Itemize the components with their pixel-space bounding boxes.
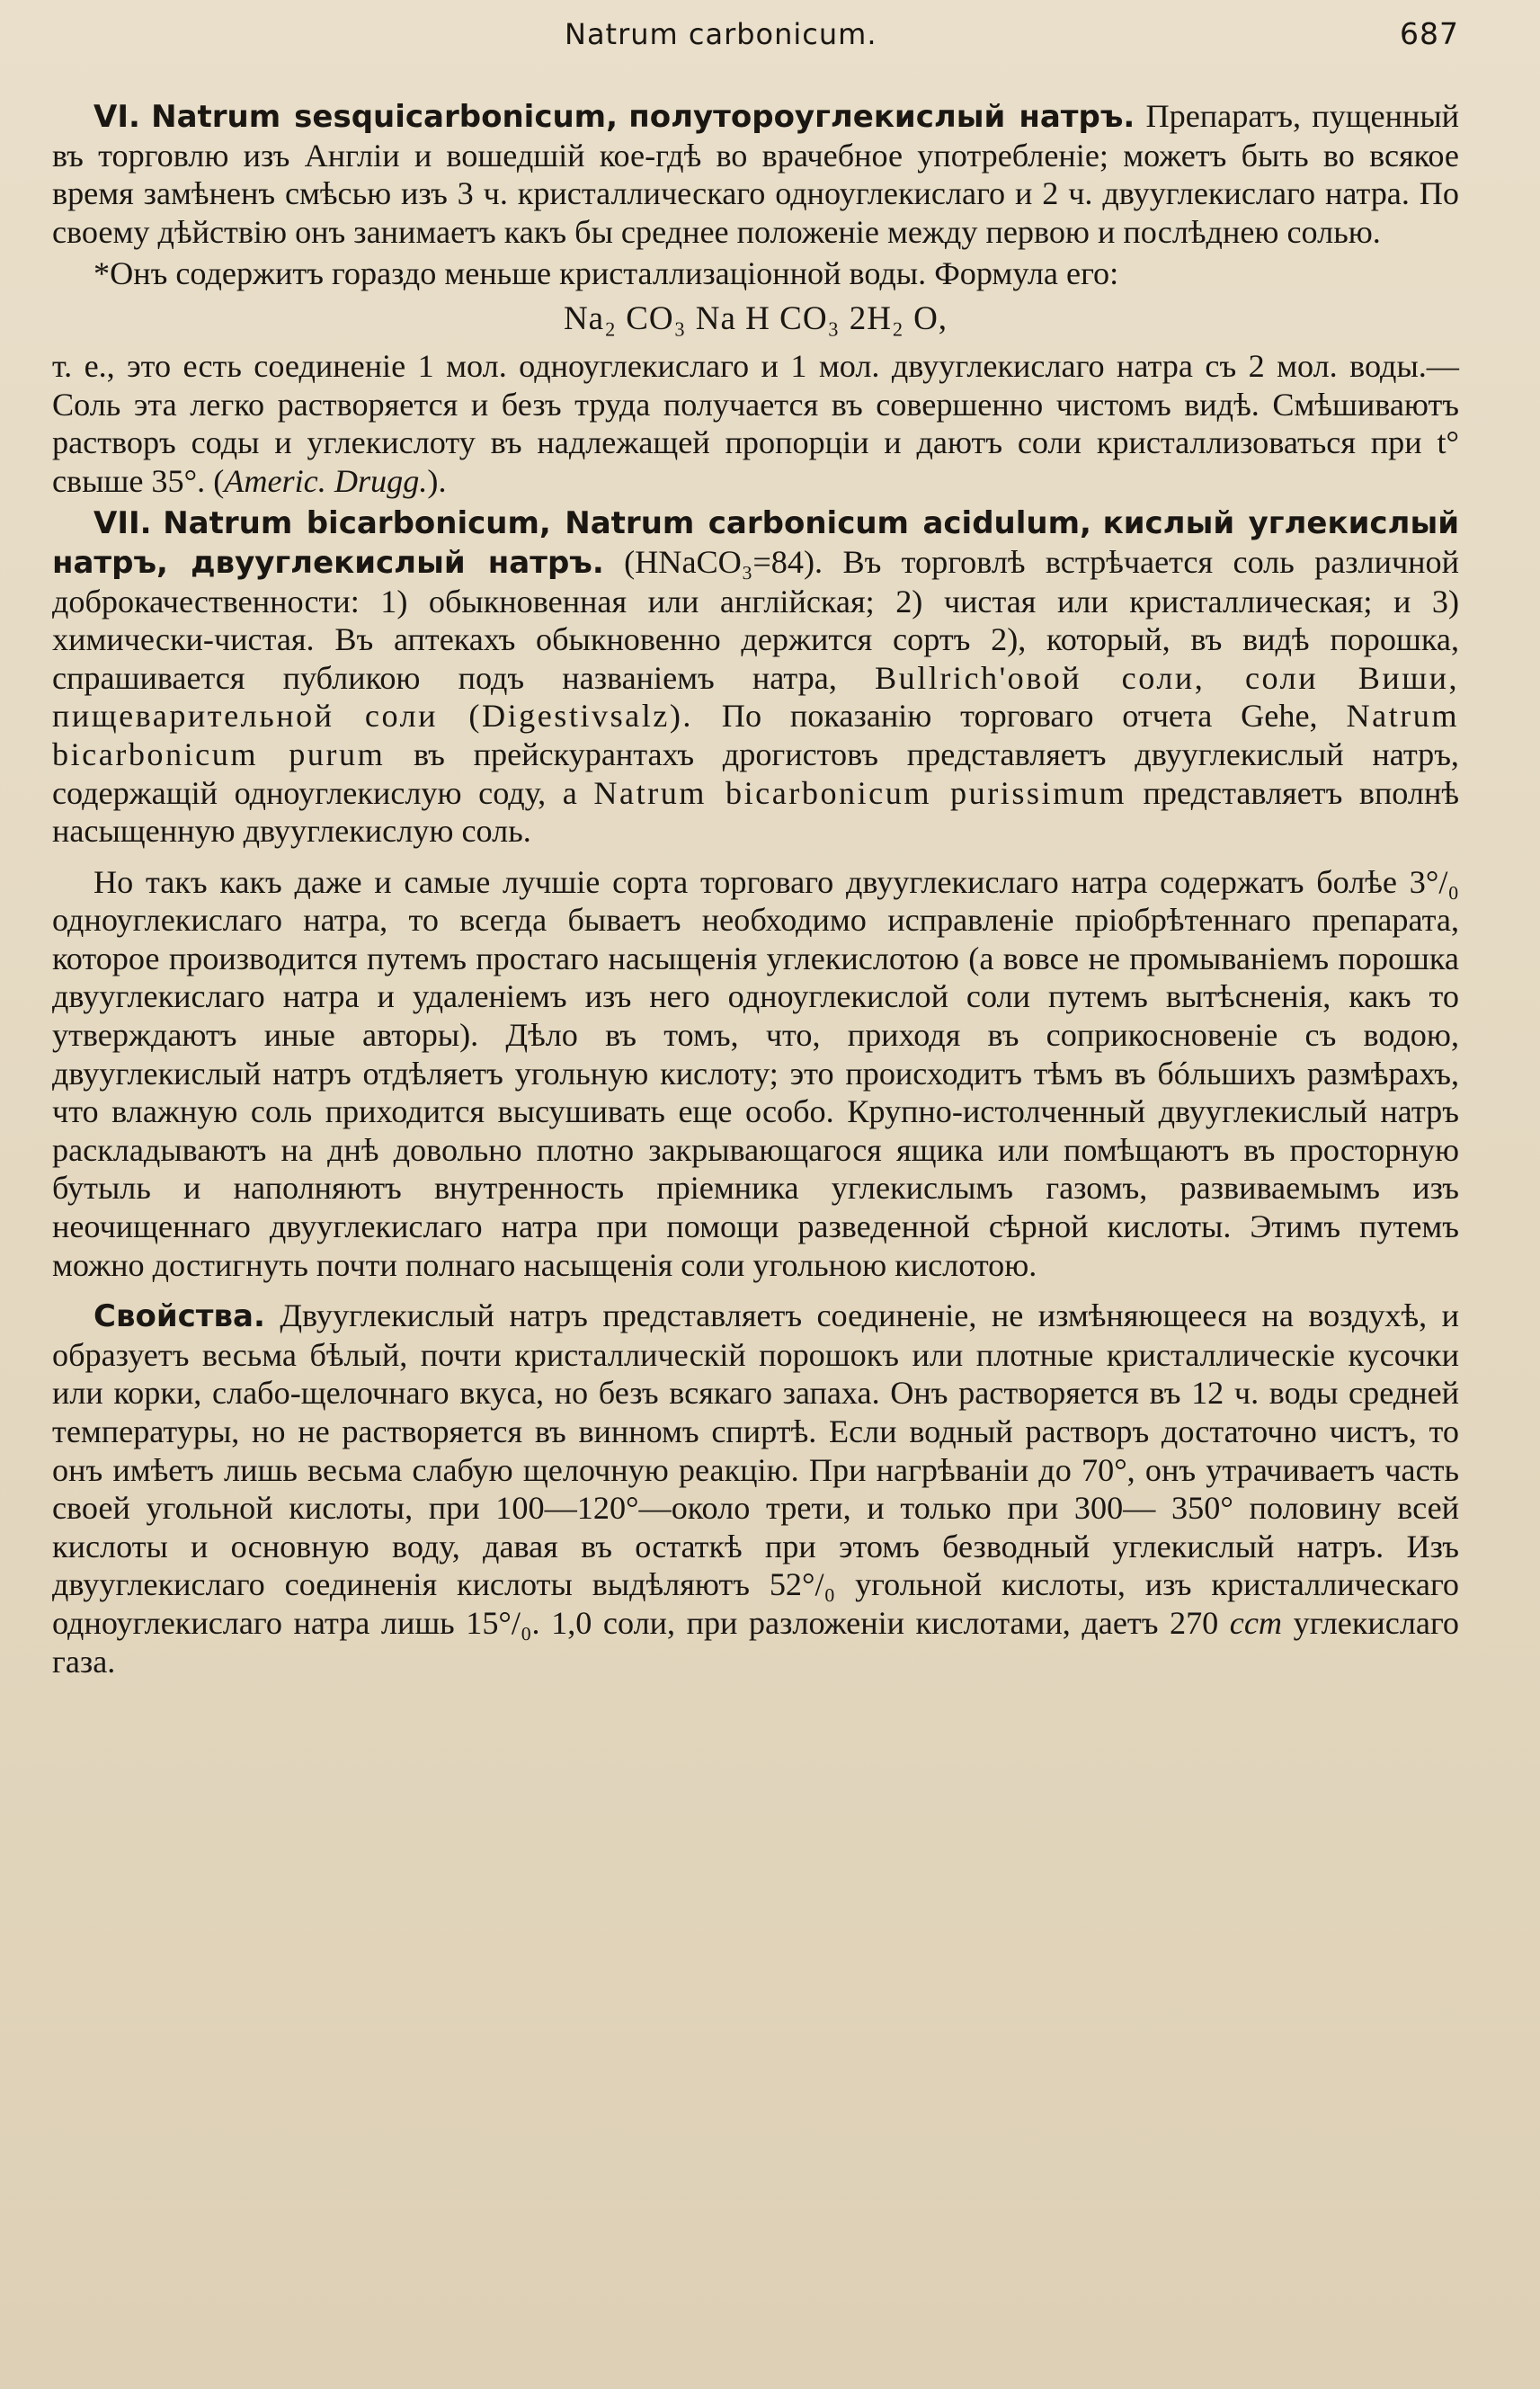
note-text: т. е., это есть соединенiе 1 мол. одноуглекислаго и 1 мол. двууглекислаго натра съ 2 мол. воды.—Соль эта легко растворяется и безъ труда получается въ совершенно чистомъ видѣ. Смѣшиваютъ растворъ соды и углекислоту въ надлежащей пропорцiи и даютъ соли кристаллизоваться при t° свыше 35°. (: [52, 347, 1459, 499]
section-vii-formula: (HNaCO₃=84).: [624, 543, 823, 580]
properties-text-a: Двууглекислый натръ представляетъ соединенiе, не измѣняющееся на воздухѣ, и образуетъ весьма бѣлый, почти кристаллическiй порошокъ или плотные кристаллическiе кусочки или корки, слабо-щелочнаго вкуса, но безъ всякаго запаха. Онъ растворяется въ 12 ч. воды средней температуры, но не растворяется въ винномъ спиртѣ. Если водный растворъ достаточно чистъ, то онъ имѣетъ лишь весьма слабую щелочную реакцiю. При нагрѣванiи до 70°, онъ утрачиваетъ часть своей угольной кислоты, при 100—120°—около трети, и только при 300— 350° половину всей кислоты и основную воду, давая въ остаткѣ при этомъ безводный углекислый натръ. Изъ двууглекислаго соединенiя кислоты выдѣляютъ 52°/₀ угольной кислоты, изъ кристаллическаго одноуглекислаго натра лишь 15°/₀. 1,0 соли, при разложенiи кислотами, даетъ 270: [52, 1297, 1459, 1641]
section-vii-russian-name: кислый углекислый натръ, двууглекислый натръ.: [52, 505, 1460, 581]
section-vi-latin-name: Natrum sesquicarbonicum,: [151, 99, 619, 135]
page-number: 687: [1400, 16, 1459, 51]
running-title: Natrum carbonicum.: [565, 17, 877, 51]
section-vii-number: VII.: [93, 505, 152, 542]
section-vi-russian-name: полутороуглекислый натръ.: [628, 99, 1135, 135]
section-vii-text-a: Въ торговлѣ встрѣчается соль различной доброкачественности: 1) обыкновенная или англiйская; 2) чистая или кристаллическая; и 3) химически-чистая. Въ аптекахъ обыкновенно держится сортъ 2), который, въ видѣ порошка, спрашивается публикою подъ названiемъ натра,: [52, 543, 1460, 696]
section-vii-text-d: представляетъ вполнѣ насыщенную двууглекислую соль.: [52, 774, 1459, 850]
note-source: Americ. Drugg.: [224, 462, 428, 499]
section-vii-names: Bullrich'овой соли, соли Виши, пищеварительной соли (Digestivsalz).: [52, 659, 1459, 735]
section-vi-text: Препаратъ, пущенный въ торговлю изъ Англiи и вошедшiй кое-гдѣ во врачебное употребленiе; можетъ быть во всякое время замѣненъ смѣсью изъ 3 ч. кристаллическаго одноуглекислаго и 2 ч. двууглекислаго натра. По своему дѣйствiю онъ занимаетъ какъ бы среднее положенiе между первою и послѣднею солью.: [52, 98, 1460, 250]
chemical-formula: Na₂ CO₃ Na H CO₃ 2H₂ O,: [563, 299, 948, 337]
section-vii-purissimum: Natrum bicarbonicum purissimum: [593, 774, 1126, 811]
properties-paragraph: [52, 1297, 1459, 1680]
properties-text-b: углекислаго газа.: [52, 1604, 1459, 1680]
section-vii-text-c: въ прейскурантахъ дрогистовъ представляетъ двууглекислый натръ, содержащiй одноуглекислую соду, а: [52, 735, 1459, 811]
section-vii-text-b: По показанiю торговаго отчета Gehe,: [692, 698, 1347, 735]
section-vi-number: VI.: [93, 99, 140, 135]
properties-heading: Свойства.: [93, 1298, 265, 1335]
section-vi-note: *Онъ содержитъ гораздо меньше кристаллизацiонной воды. Формула его:: [93, 255, 1119, 292]
section-vii-paragraph: [52, 504, 1459, 850]
properties-unit: ccm: [1229, 1604, 1283, 1641]
section-vi-note-continued: [52, 347, 1459, 500]
section-vi-paragraph: [52, 97, 1459, 251]
section-vii-purum: Natrum bicarbonicum purum: [52, 698, 1459, 772]
purification-paragraph: Но такъ какъ даже и самые лучшiе сорта торговаго двууглекислаго натра содержатъ болѣе 3°/₀ одноуглекислаго натра, то всегда бываетъ необходимо исправленiе прiобрѣтеннаго препарата, которое производится путемъ простаго насыщенiя углекислотою (а вовсе не промыванiемъ порошка двууглекислаго натра и удаленiемъ изъ него одноуглекислой соли путемъ вытѣсненiя, какъ то утверждаютъ иные авторы). Дѣло въ томъ, что, приходя въ соприкосновенiе съ водою, двууглекислый натръ отдѣляетъ угольную кислоту; это происходитъ тѣмъ въ бóльшихъ размѣрахъ, что влажную соль приходится высушивать еще особо. Крупно-истолченный двууглекислый натръ раскладываютъ на днѣ довольно плотно закрывающагося ящика или помѣщаютъ въ просторную бутыль и наполняютъ внутренность прiемника углекислымъ газомъ, развиваемымъ изъ неочищеннаго двууглекислаго натра при помощи разведенной сѣрной кислоты. Этимъ путемъ можно достигнуть почти полнаго насыщенiя соли угольною кислотою.: [52, 863, 1459, 1283]
running-header: [52, 16, 1459, 65]
section-vii-latin-name: Natrum bicarbonicum, Natrum carbonicum acidulum,: [163, 505, 1091, 542]
note-text-end: ).: [427, 462, 447, 499]
